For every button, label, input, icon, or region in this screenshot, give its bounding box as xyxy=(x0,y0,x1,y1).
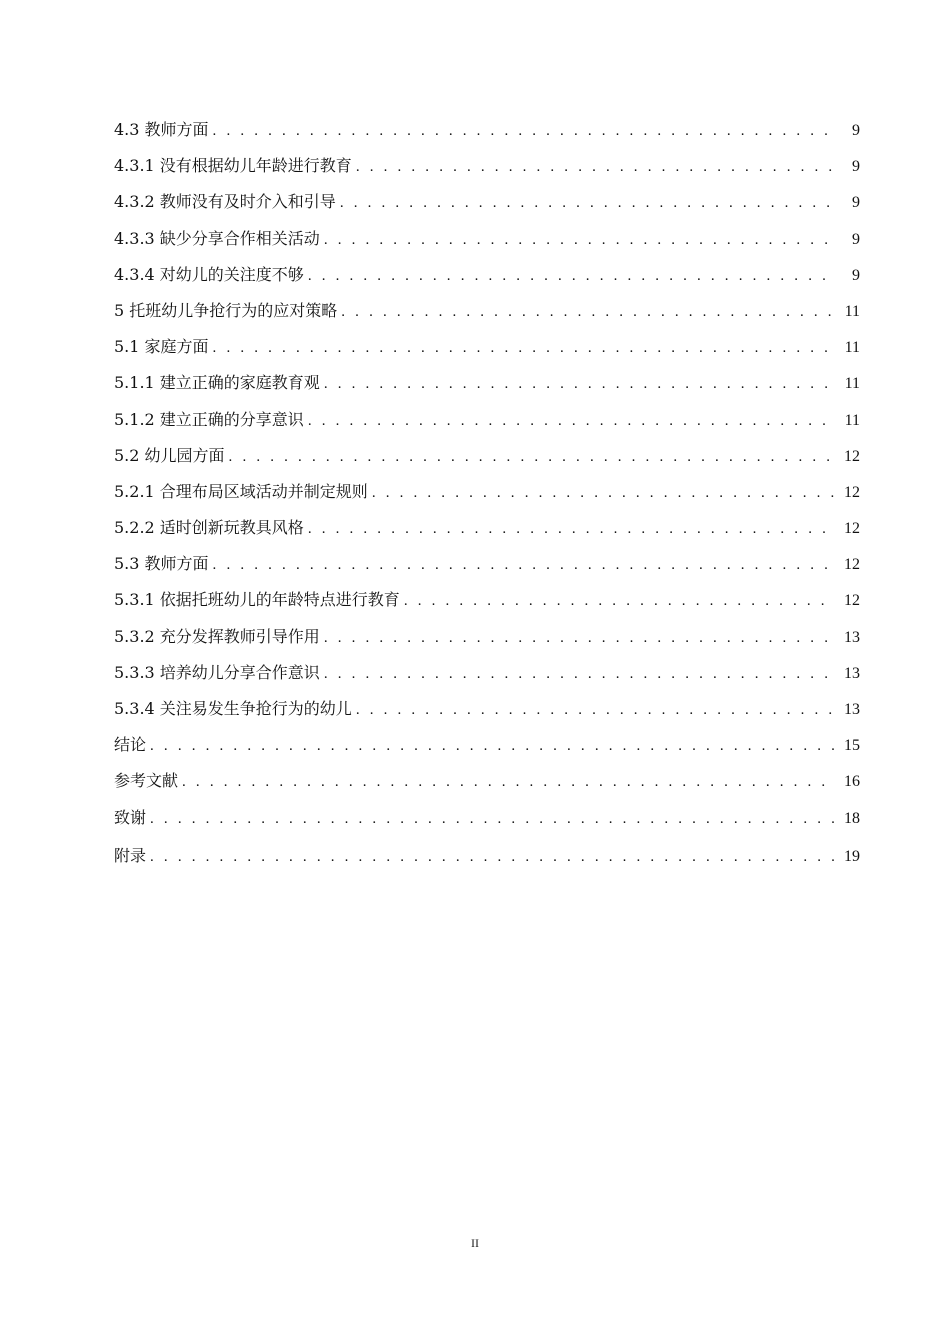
toc-entry[interactable] xyxy=(114,844,860,880)
toc-entry-title: 5.1.2 建立正确的分享意识 xyxy=(114,409,304,429)
toc-page-number: 13 xyxy=(844,664,860,682)
toc-entry-title: 5.2 幼儿园方面 xyxy=(114,445,225,465)
toc-entry-title: 4.3.4 对幼儿的关注度不够 xyxy=(114,264,304,284)
toc-entry[interactable] xyxy=(114,733,860,769)
toc-page-number: 9 xyxy=(852,230,860,248)
toc-entry-title: 5.3 教师方面 xyxy=(114,554,209,574)
toc-dot-leader xyxy=(356,698,834,722)
toc-entry-title: 5.3.4 关注易发生争抢行为的幼儿 xyxy=(114,699,352,718)
toc-entry-title: 5.3.3 培养幼儿分享合作意识 xyxy=(114,662,320,682)
toc-page-number: 9 xyxy=(852,122,860,139)
toc-entry[interactable] xyxy=(114,661,860,697)
toc-page-number: 13 xyxy=(844,628,860,646)
toc-entry-title: 4.3 教师方面 xyxy=(114,120,209,139)
toc-page-number: 12 xyxy=(844,483,860,501)
toc-entry-title: 5.1.1 建立正确的家庭教育观 xyxy=(114,373,320,393)
toc-dot-leader xyxy=(308,264,834,288)
toc-entry[interactable] xyxy=(114,190,860,226)
toc-page-number: 13 xyxy=(844,701,860,718)
toc-entry-title: 5.2.2 适时创新玩教具风格 xyxy=(114,518,304,538)
toc-dot-leader xyxy=(356,155,834,179)
toc-page-number: 12 xyxy=(844,447,860,465)
toc-entry-title: 5.1 家庭方面 xyxy=(114,337,209,357)
toc-entry[interactable] xyxy=(114,806,860,842)
toc-entry-title: 附录 xyxy=(114,845,147,865)
toc-dot-leader xyxy=(213,336,834,360)
toc-entry[interactable] xyxy=(114,769,860,805)
toc-page-number: 12 xyxy=(844,556,860,574)
toc-entry-title: 5.2.1 合理布局区域活动并制定规则 xyxy=(114,481,368,501)
toc-entry[interactable] xyxy=(114,552,860,588)
toc-page-number: 15 xyxy=(844,737,860,755)
toc-page-number: 12 xyxy=(844,520,860,538)
toc-entry[interactable] xyxy=(114,697,860,733)
toc-dot-leader xyxy=(150,845,834,869)
toc-dot-leader xyxy=(341,300,834,324)
toc-entry-title: 致谢 xyxy=(114,807,147,827)
toc-entry[interactable] xyxy=(114,118,860,154)
toc-page-number: 12 xyxy=(844,592,860,610)
toc-dot-leader xyxy=(182,770,834,794)
toc-entry-title: 参考文献 xyxy=(114,771,179,791)
toc-entry[interactable] xyxy=(114,227,860,263)
toc-entry-title: 结论 xyxy=(114,735,147,755)
toc-entry[interactable] xyxy=(114,263,860,299)
toc-dot-leader xyxy=(308,409,834,433)
toc-dot-leader xyxy=(150,734,834,758)
toc-page-number: 18 xyxy=(844,809,860,827)
toc-dot-leader xyxy=(340,191,834,215)
table-of-contents xyxy=(114,118,860,880)
toc-dot-leader xyxy=(150,807,834,831)
toc-page-number: 19 xyxy=(844,847,860,865)
toc-entry[interactable] xyxy=(114,154,860,190)
toc-dot-leader xyxy=(372,481,834,505)
toc-entry[interactable] xyxy=(114,299,860,335)
toc-dot-leader xyxy=(229,445,834,469)
toc-page-number: 9 xyxy=(852,266,860,284)
toc-page-number: 9 xyxy=(852,194,860,212)
toc-dot-leader xyxy=(324,372,834,396)
toc-entry[interactable] xyxy=(114,444,860,480)
toc-entry-title: 5.3.2 充分发挥教师引导作用 xyxy=(114,626,320,646)
toc-entry[interactable] xyxy=(114,588,860,624)
toc-entry-title: 5.3.1 依据托班幼儿的年龄特点进行教育 xyxy=(114,590,400,610)
toc-dot-leader xyxy=(324,228,834,252)
page-number: II xyxy=(471,1236,479,1250)
toc-page-number: 9 xyxy=(852,158,860,176)
toc-page-number: 11 xyxy=(844,411,860,429)
toc-entry[interactable] xyxy=(114,408,860,444)
toc-entry[interactable] xyxy=(114,480,860,516)
toc-dot-leader xyxy=(213,119,834,143)
toc-entry[interactable] xyxy=(114,371,860,407)
toc-entry-title: 4.3.2 教师没有及时介入和引导 xyxy=(114,192,336,212)
toc-dot-leader xyxy=(324,662,834,686)
toc-entry[interactable] xyxy=(114,516,860,552)
toc-dot-leader xyxy=(213,553,834,577)
toc-entry[interactable] xyxy=(114,625,860,661)
toc-dot-leader xyxy=(324,626,834,650)
toc-page-number: 11 xyxy=(844,375,860,393)
toc-dot-leader xyxy=(404,589,834,613)
toc-entry-title: 4.3.1 没有根据幼儿年龄进行教育 xyxy=(114,156,352,176)
toc-dot-leader xyxy=(308,517,834,541)
toc-entry-title: 4.3.3 缺少分享合作相关活动 xyxy=(114,228,320,248)
toc-page-number: 11 xyxy=(844,302,860,320)
toc-entry-title: 5 托班幼儿争抢行为的应对策略 xyxy=(114,300,338,320)
toc-entry[interactable] xyxy=(114,335,860,371)
toc-page-number: 16 xyxy=(844,773,860,791)
toc-page-number: 11 xyxy=(844,339,860,357)
